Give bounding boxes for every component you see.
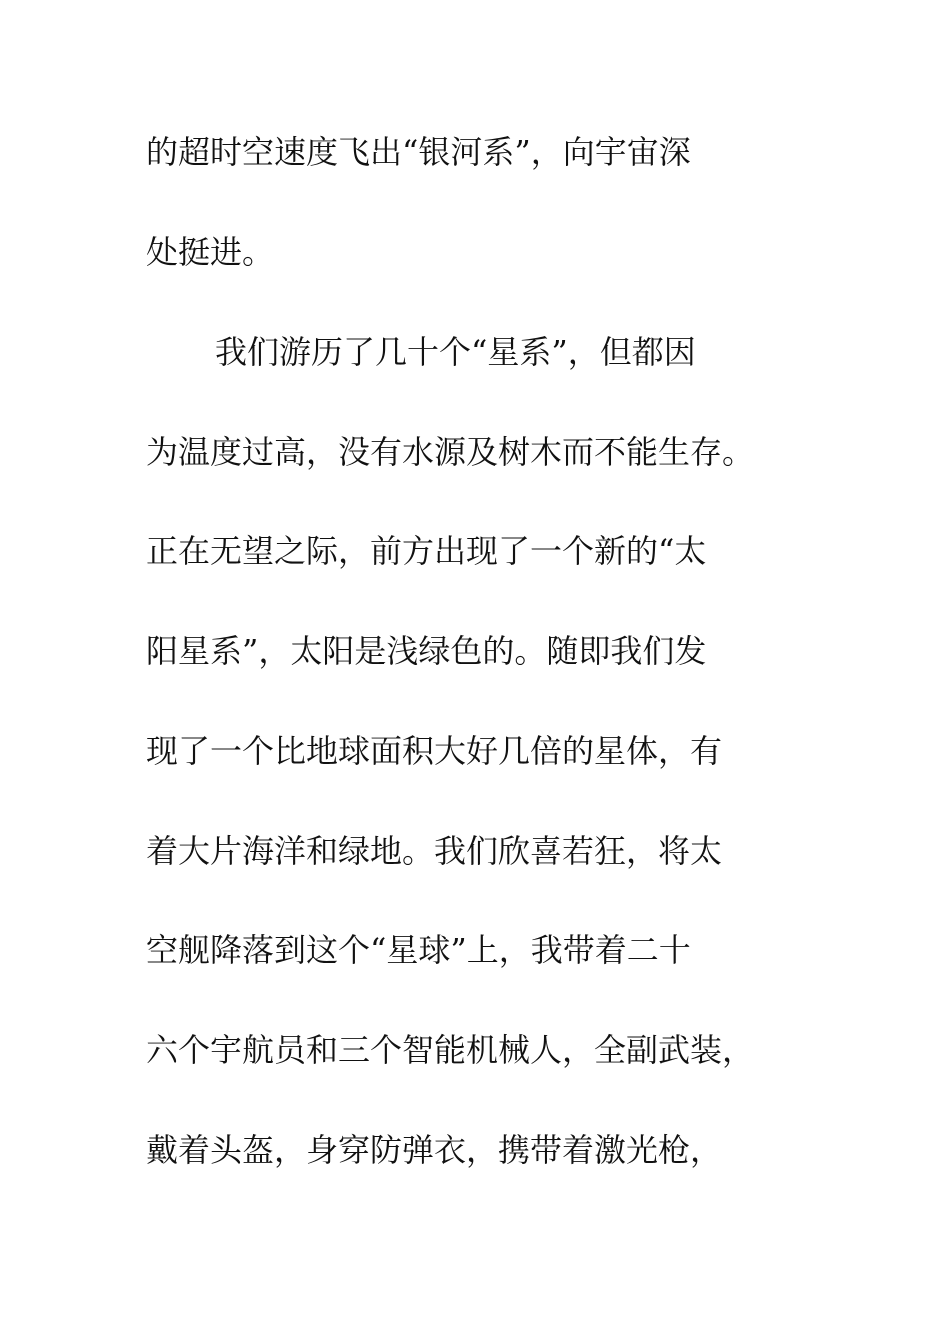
text-line: 现了一个比地球面积大好几倍的星体，有 [146,732,723,770]
text-line: 的超时空速度飞出“银河系”，向宇宙深 [146,133,691,171]
text-line: 处挺进。 [146,233,275,271]
text-line: 戴着头盔，身穿防弹衣，携带着激光枪， [146,1131,723,1169]
text-line: 正在无望之际，前方出现了一个新的“太 [146,532,707,570]
text-line: 空舰降落到这个“星球”上，我带着二十 [146,931,691,969]
text-line: 阳星系”，太阳是浅绿色的。随即我们发 [146,632,707,670]
text-line: 着大片海洋和绿地。我们欣喜若狂，将太 [146,832,723,870]
text-line: 六个宇航员和三个智能机械人，全副武装， [146,1031,755,1069]
text-line: 为温度过高，没有水源及树木而不能生存。 [146,433,755,471]
paragraph-first-line: 我们游历了几十个“星系”，但都因 [215,333,696,371]
